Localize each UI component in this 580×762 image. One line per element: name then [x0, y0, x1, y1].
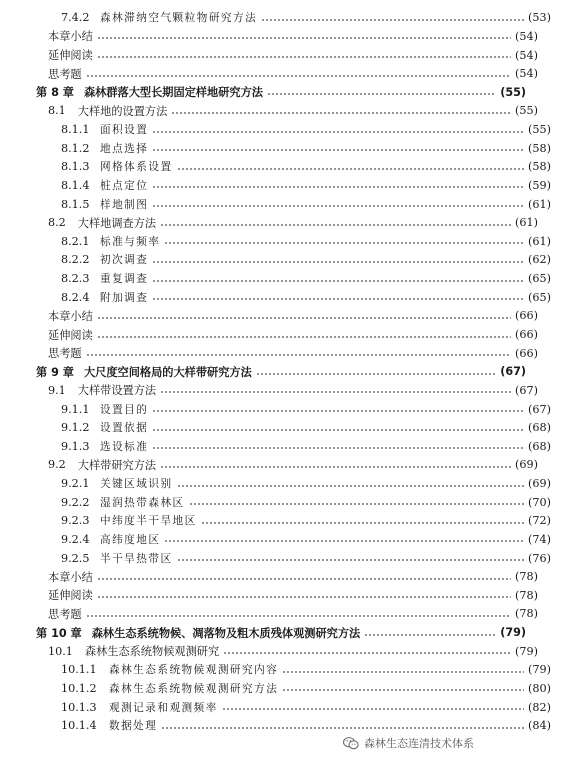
- dot-leader: [97, 37, 511, 39]
- toc-entry-page: (68): [528, 421, 551, 435]
- toc-entry-page: (53): [528, 11, 551, 25]
- toc-chapter-entry[interactable]: [0, 623, 555, 642]
- dot-leader: [152, 447, 524, 449]
- toc-entry[interactable]: [0, 251, 580, 270]
- toc-entry-title: 思考题: [48, 347, 82, 361]
- dot-leader: [152, 298, 524, 300]
- dot-leader: [177, 168, 524, 170]
- toc-entry-page: (66): [515, 328, 538, 341]
- toc-entry-page: (59): [528, 178, 551, 192]
- toc-entry-number: 8.2: [48, 216, 66, 230]
- toc-entry-title: 大样带研究方法: [77, 458, 157, 472]
- dot-leader: [97, 578, 511, 580]
- toc-entry-number: 8.1.1: [61, 123, 90, 137]
- toc-entry-page: (67): [515, 383, 538, 397]
- toc-entry[interactable]: [0, 325, 567, 344]
- toc-entry[interactable]: [0, 474, 580, 493]
- toc-entry[interactable]: [0, 381, 567, 400]
- toc-entry-page: (62): [528, 253, 551, 267]
- dot-leader: [160, 391, 511, 393]
- toc-entry-number: 8.2.4: [61, 290, 90, 304]
- toc-entry-title: 设置依据: [100, 422, 149, 435]
- dot-leader: [177, 485, 524, 487]
- dot-leader: [177, 559, 524, 561]
- toc-entry-page: (79): [500, 626, 526, 640]
- toc-entry-number: 9.2.3: [61, 514, 90, 528]
- toc-entry-page: (76): [528, 551, 551, 565]
- toc-entry-number: 9.2.2: [61, 495, 90, 509]
- toc-entry-number: 8.1.4: [61, 178, 90, 192]
- dot-leader: [164, 540, 524, 542]
- toc-entry[interactable]: [0, 661, 580, 680]
- toc-entry[interactable]: [0, 456, 567, 475]
- toc-entry-title: 森林生态系统物候观测研究: [84, 645, 220, 659]
- toc-entry-number: 8.1.3: [61, 160, 90, 174]
- toc-entry-title: 桩点定位: [100, 179, 149, 192]
- toc-entry-title: 森林生态系统物候观测研究方法: [109, 682, 279, 695]
- toc-entry-page: (80): [528, 681, 551, 695]
- toc-entry-title: 本章小结: [48, 30, 93, 44]
- dot-leader: [86, 615, 511, 617]
- toc-entry-page: (67): [500, 365, 526, 379]
- toc-entry[interactable]: [0, 195, 580, 214]
- dot-leader: [161, 727, 524, 729]
- toc-entry-number: 9.2.4: [61, 532, 90, 546]
- toc-entry[interactable]: [0, 120, 580, 139]
- toc-entry[interactable]: [0, 567, 567, 586]
- toc-entry-title: 中纬度半干旱地区: [100, 515, 197, 528]
- toc-entry[interactable]: [0, 307, 567, 326]
- toc-entry-number: 第 8 章: [36, 86, 74, 100]
- toc-entry[interactable]: [0, 512, 580, 531]
- toc-entry-page: (61): [528, 197, 551, 211]
- dot-leader: [86, 75, 511, 77]
- toc-entry[interactable]: [0, 213, 567, 232]
- toc-entry-page: (82): [528, 700, 551, 714]
- toc-entry-title: 半干旱热带区: [100, 552, 173, 565]
- dot-leader: [152, 131, 524, 133]
- dot-leader: [189, 503, 524, 505]
- watermark-text: 森林生态连清技术体系: [364, 737, 474, 750]
- toc-entry[interactable]: [0, 344, 567, 363]
- dot-leader: [152, 186, 524, 188]
- dot-leader: [282, 671, 524, 673]
- toc-entry-title: 延伸阅读: [48, 589, 93, 603]
- toc-entry[interactable]: [0, 418, 580, 437]
- toc-entry-title: 标准与频率: [100, 235, 161, 248]
- toc-entry[interactable]: [0, 642, 567, 661]
- dot-leader: [86, 354, 511, 356]
- dot-leader: [222, 708, 524, 710]
- toc-entry-title: 森林生态系统物候观测研究内容: [109, 664, 279, 677]
- toc-entry-number: 8.1.2: [61, 141, 90, 155]
- toc-entry-title: 关键区域识别: [100, 478, 173, 491]
- dot-leader: [364, 634, 496, 636]
- dot-leader: [152, 429, 524, 431]
- toc-entry[interactable]: [0, 530, 580, 549]
- toc-chapter-entry[interactable]: [0, 83, 555, 102]
- toc-entry-page: (58): [528, 160, 551, 174]
- toc-entry-number: 第 9 章: [36, 365, 74, 379]
- toc-entry-number: 10.1.4: [61, 719, 97, 733]
- toc-entry-page: (61): [528, 234, 551, 248]
- toc-entry[interactable]: [0, 46, 567, 65]
- toc-entry-title: 面积设置: [100, 124, 149, 137]
- wechat-icon: [343, 737, 359, 750]
- toc-entry-title: 大样带设置方法: [77, 384, 157, 398]
- toc-entry-page: (55): [515, 104, 538, 118]
- dot-leader: [256, 373, 496, 375]
- toc-entry[interactable]: [0, 269, 580, 288]
- toc-entry-number: 9.2.1: [61, 477, 90, 491]
- toc-entry[interactable]: [0, 605, 567, 624]
- toc-entry-number: 10.1.3: [61, 700, 97, 714]
- toc-entry[interactable]: [0, 232, 580, 251]
- toc-entry-number: 8.1.5: [61, 197, 90, 211]
- dot-leader: [267, 93, 496, 95]
- toc-entry-page: (61): [515, 216, 538, 230]
- toc-entry-title: 附加调查: [100, 291, 149, 304]
- toc-entry-title: 森林生态系统物候、凋落物及粗木质残体观测研究方法: [91, 626, 361, 640]
- toc-entry-page: (78): [515, 588, 538, 602]
- toc-entry[interactable]: [0, 27, 567, 46]
- toc-entry-title: 思考题: [48, 67, 82, 81]
- dot-leader: [282, 689, 524, 691]
- toc-entry-number: 10.1.2: [61, 681, 97, 695]
- toc-entry-title: 观测记录和观测频率: [109, 701, 218, 714]
- toc-entry-title: 森林滞纳空气颗粒物研究方法: [100, 12, 258, 25]
- watermark: [341, 735, 476, 751]
- dot-leader: [97, 336, 511, 338]
- toc-entry-title: 湿润热带森林区: [100, 496, 185, 509]
- toc-entry-page: (69): [515, 458, 538, 472]
- toc-entry-title: 大尺度空间格局的大样带研究方法: [83, 365, 252, 379]
- toc-entry-number: 9.2.5: [61, 551, 90, 565]
- toc-entry[interactable]: [0, 288, 580, 307]
- toc-entry-page: (78): [515, 607, 538, 621]
- dot-leader: [160, 224, 511, 226]
- toc-entry-title: 网格体系设置: [100, 161, 173, 174]
- toc-entry-number: 9.1.3: [61, 439, 90, 453]
- toc-entry[interactable]: [0, 679, 580, 698]
- toc-entry-number: 9.1: [48, 383, 66, 397]
- dot-leader: [152, 149, 524, 151]
- toc-entry-page: (84): [528, 719, 551, 733]
- toc-entry-page: (72): [528, 514, 551, 528]
- toc-entry[interactable]: [0, 586, 567, 605]
- toc-entry[interactable]: [0, 139, 580, 158]
- toc-entry-title: 样地制图: [100, 198, 149, 211]
- toc-entry-number: 10.1.1: [61, 663, 97, 677]
- toc-entry-page: (55): [528, 123, 551, 137]
- toc-entry[interactable]: [0, 698, 580, 717]
- dot-leader: [223, 652, 511, 654]
- toc-entry-number: 8.1: [48, 104, 66, 118]
- dot-leader: [152, 205, 524, 207]
- toc-chapter-entry[interactable]: [0, 362, 555, 381]
- dot-leader: [160, 466, 511, 468]
- toc-entry-number: 10.1: [48, 644, 73, 658]
- toc-entry-page: (67): [528, 402, 551, 416]
- toc-entry[interactable]: [0, 716, 580, 735]
- toc-entry-title: 本章小结: [48, 309, 93, 323]
- toc-entry-page: (66): [515, 346, 538, 360]
- toc-entry-title: 大样地的设置方法: [77, 104, 168, 118]
- toc-entry-title: 高纬度地区: [100, 533, 161, 546]
- toc-entry[interactable]: [0, 493, 580, 512]
- toc-entry-page: (70): [528, 495, 551, 509]
- toc-entry-page: (54): [515, 67, 538, 81]
- toc-entry-page: (69): [528, 477, 551, 491]
- dot-leader: [97, 56, 511, 58]
- toc-entry[interactable]: [0, 158, 580, 177]
- dot-leader: [152, 261, 524, 263]
- toc-entry-title: 数据处理: [109, 720, 158, 733]
- toc-entry-title: 设置目的: [100, 403, 149, 416]
- toc-entry-number: 9.1.1: [61, 402, 90, 416]
- toc-entry-page: (54): [515, 29, 538, 43]
- dot-leader: [261, 19, 524, 21]
- toc-entry[interactable]: [0, 9, 580, 28]
- toc-entry-page: (65): [528, 290, 551, 304]
- toc-entry-number: 8.2.2: [61, 253, 90, 267]
- toc-entry-title: 初次调查: [100, 254, 149, 267]
- toc-entry-page: (78): [515, 570, 538, 584]
- toc-entry[interactable]: [0, 549, 580, 568]
- toc-entry-number: 7.4.2: [61, 11, 90, 25]
- dot-leader: [171, 112, 511, 114]
- dot-leader: [97, 317, 511, 319]
- toc-entry[interactable]: [0, 102, 567, 121]
- dot-leader: [152, 410, 524, 412]
- dot-leader: [164, 242, 524, 244]
- toc-entry-title: 重复调查: [100, 273, 149, 286]
- dot-leader: [152, 280, 524, 282]
- toc-entry-page: (58): [528, 141, 551, 155]
- dot-leader: [201, 522, 524, 524]
- toc-entry[interactable]: [0, 64, 567, 83]
- toc-entry-title: 思考题: [48, 607, 82, 621]
- toc-entry-page: (66): [515, 309, 538, 323]
- toc-entry-page: (74): [528, 532, 551, 546]
- toc-entry-page: (79): [528, 663, 551, 677]
- dot-leader: [97, 596, 511, 598]
- toc-entry-title: 延伸阅读: [48, 49, 93, 63]
- toc-entry-page: (55): [500, 85, 526, 99]
- toc-entry-title: 地点选择: [100, 142, 149, 155]
- toc-entry[interactable]: [0, 437, 580, 456]
- toc-entry-title: 本章小结: [48, 570, 93, 584]
- toc-entry-number: 8.2.1: [61, 234, 90, 248]
- toc-entry-title: 大样地调查方法: [77, 216, 157, 230]
- toc-entry-page: (65): [528, 272, 551, 286]
- toc-entry-title: 森林群落大型长期固定样地研究方法: [83, 86, 263, 100]
- toc-entry-title: 选设标准: [100, 440, 149, 453]
- toc-entry-number: 第 10 章: [36, 626, 82, 640]
- toc-entry-number: 8.2.3: [61, 272, 90, 286]
- toc-entry-title: 延伸阅读: [48, 328, 93, 342]
- toc-entry-page: (54): [515, 48, 538, 62]
- toc-entry-page: (68): [528, 439, 551, 453]
- toc-entry-number: 9.1.2: [61, 421, 90, 435]
- toc-entry-page: (79): [515, 644, 538, 658]
- toc-entry-number: 9.2: [48, 458, 66, 472]
- toc-entry[interactable]: [0, 400, 580, 419]
- toc-entry[interactable]: [0, 176, 580, 195]
